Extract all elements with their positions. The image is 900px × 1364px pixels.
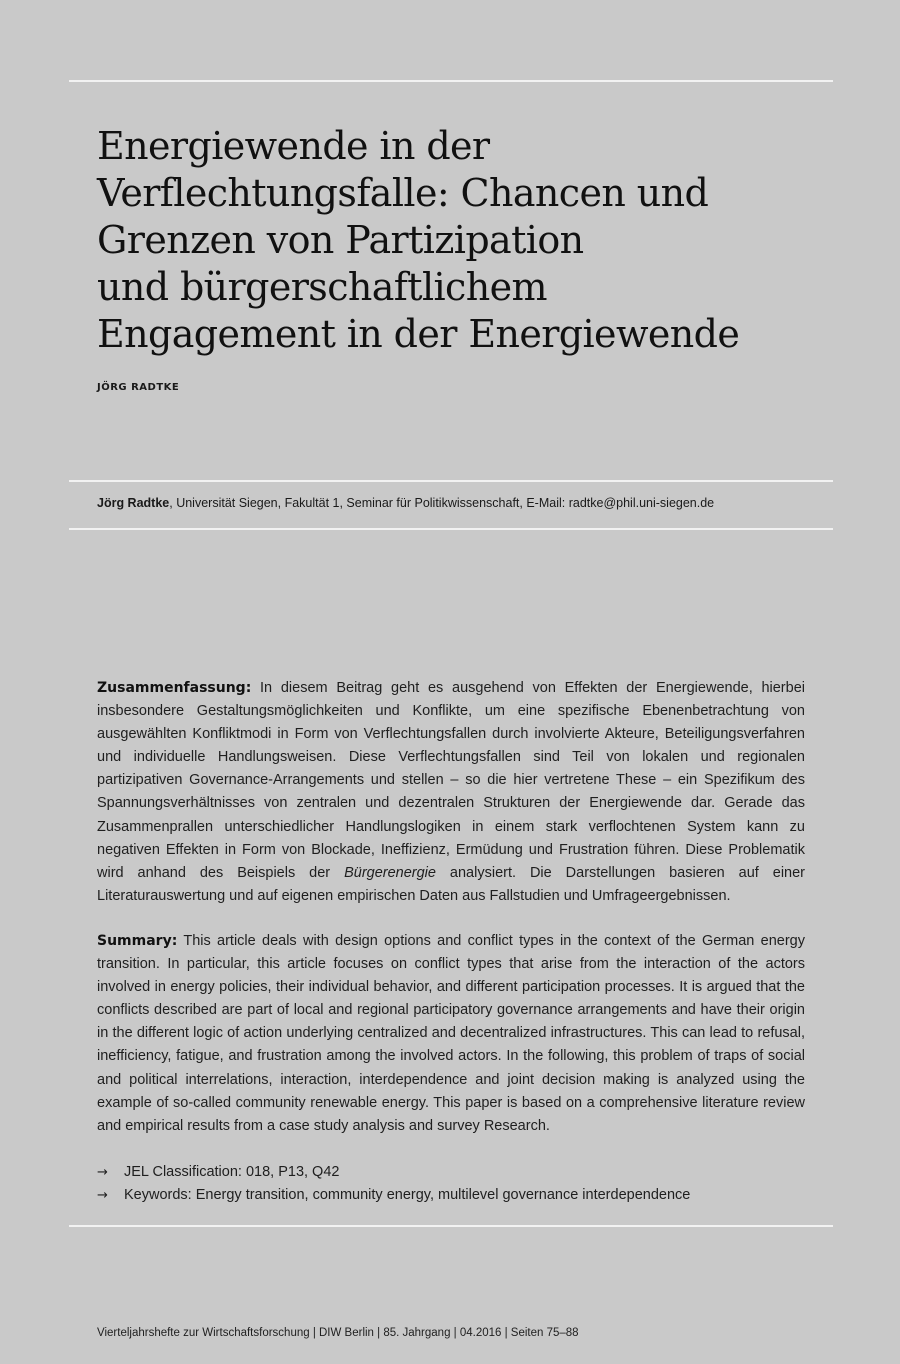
abstract-german-emphasis: Bürgerenergie (344, 864, 436, 881)
title-line: Engagement in der Energiewende (97, 312, 740, 356)
abstract-english-label: Summary: (97, 933, 178, 949)
abstract-german-label: Zusammenfassung: (97, 680, 252, 696)
title-line: und bürgerschaftlichem (97, 265, 547, 309)
abstract-german-text-end: analysiert. Die Darstellungen basieren auf einer Literaturauswertung und auf eigenen empirischen Daten aus Fallstudien und Umfrageergebnissen. (97, 864, 805, 904)
jel-classification-text: JEL Classification: 018, P13, Q42 (124, 1164, 340, 1180)
top-rule (69, 80, 833, 82)
title-line: Energiewende in der (97, 124, 490, 168)
jel-classification (97, 1161, 690, 1184)
keywords-text: Keywords: Energy transition, community energy, multilevel governance interdependence (124, 1187, 691, 1203)
arrow-right-icon: → (97, 1188, 108, 1203)
affiliation-bottom-rule (69, 528, 833, 530)
article-metadata (97, 1161, 690, 1207)
journal-citation: Vierteljahrshefte zur Wirtschaftsforschung | DIW Berlin | 85. Jahrgang | 04.2016 | Seiten 75–88 (97, 1327, 579, 1339)
abstract-german-text: In diesem Beitrag geht es ausgehend von Effekten der Energiewende, hierbei insbesondere Gestaltungsmöglichkeiten und Konflikte, um eine spezifische Ebenenbetrachtung von ausgewählten Konfliktmodi in Form von Verflechtungsfallen durch involvierte Akteure, Beteiligungsverfahren und individuelle Handlungsweisen. Diese Verflechtungsfallen sind Teil von lokalen und regionalen partizipativen Governance-Arrangements und stellen – so die hier vertretene These – ein Spezifikum des Spannungsverhältnisses von zentralen und dezentralen Strukturen der Energiewende dar. Gerade das Zusammenprallen unterschiedlicher Handlungslogiken in einem stark verflochtenen System kann zu negativen Effekten in Form von Blockade, Ineffizienz, Ermüdung und Frustration führen. Diese Problematik wird anhand des Beispiels der (97, 680, 805, 881)
keywords (97, 1184, 690, 1207)
bottom-rule (69, 1225, 833, 1227)
title-line: Grenzen von Partizipation (97, 218, 584, 262)
author-name: JÖRG RADTKE (97, 382, 180, 393)
author-affiliation (97, 495, 714, 511)
title-line: Verflechtungsfalle: Chancen und (97, 171, 709, 215)
affiliation-details: , Universität Siegen, Fakultät 1, Seminar für Politikwissenschaft, E-Mail: radtke@phil.uni-siegen.de (169, 496, 715, 510)
article-title (97, 123, 817, 358)
abstract-english (97, 930, 805, 1138)
arrow-right-icon: → (97, 1165, 108, 1180)
abstract-english-text: This article deals with design options and conflict types in the context of the German energy transition. In particular, this article focuses on conflict types that arise from the interaction of the actors involved in energy policies, their individual behavior, and different participation processes. It is argued that the conflicts described are part of local and regional participatory governance arrangements and have their origin in the different logic of action underlying centralized and decentralized infrastructures. This can lead to refusal, inefficiency, fatigue, and frustration among the involved actors. In the following, this problem of traps of social and political interrelations, interaction, interdependence and joint decision making is analyzed using the example of so-called community renewable energy. This paper is based on a comprehensive literature review and empirical results from a case study analysis and survey Research. (97, 933, 805, 1134)
affiliation-top-rule (69, 480, 833, 482)
abstract-german (97, 677, 805, 908)
affiliation-author-name: Jörg Radtke (97, 496, 170, 510)
